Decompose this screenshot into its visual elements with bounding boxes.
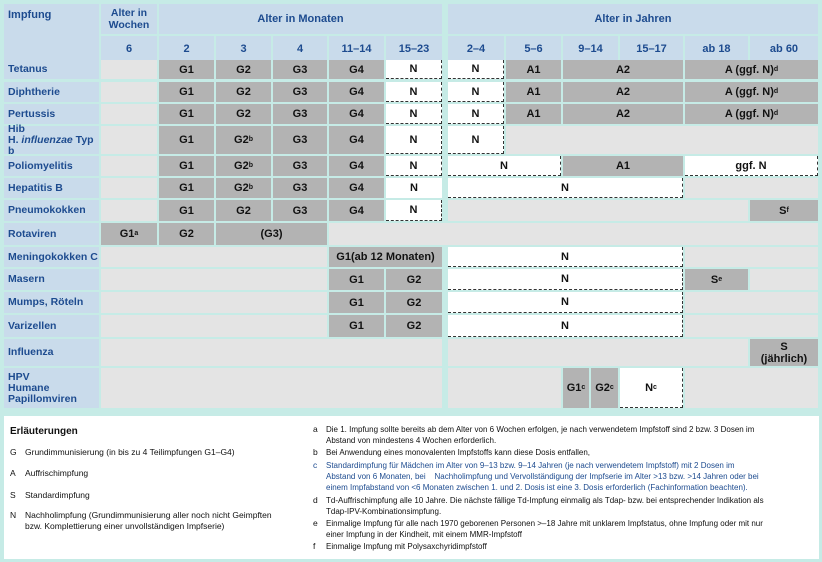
s-label: S	[780, 340, 788, 353]
cell	[101, 126, 157, 154]
row-label-mumps: Mumps, Röteln	[4, 292, 99, 313]
cell-g1: G1	[329, 269, 384, 290]
cell-g2: G2	[386, 315, 442, 337]
note-c-line1: Standardimpfung für Mädchen im Alter von 9–13 bzw. 9–14 Jahren (je nach verwendetem Impfstoff) mit 2 Dosen im	[326, 461, 735, 470]
note-key-c: c	[313, 460, 318, 470]
note-d-line1: Td-Auffrischimpfung alle 10 Jahre. Die nächste fällige Td-Impfung einmalig als Tdap- bzw. bei entsprechender Indikation als	[326, 496, 764, 505]
cell-g1-ab12: G1(ab 12 Monaten)	[329, 247, 442, 267]
cell	[685, 178, 818, 198]
header-impfung: Impfung	[4, 4, 99, 62]
cell-g1: G1	[159, 156, 214, 176]
col-header: 2–4	[448, 36, 504, 62]
header-alter-jahren: Alter in Jahren	[448, 4, 818, 34]
cell-a2: A2	[563, 82, 683, 102]
cell	[448, 368, 561, 408]
note-key-d: d	[313, 495, 318, 505]
hpv-line3: Papillomviren	[8, 392, 77, 405]
cell	[101, 200, 157, 221]
col-header: 11–14	[329, 36, 384, 62]
cell-n: N	[448, 315, 683, 337]
col-header: ab 18	[685, 36, 748, 62]
cell-n: N	[448, 126, 504, 154]
cell	[101, 178, 157, 198]
legend-key-n: N	[10, 510, 17, 520]
cell-g2: G2	[159, 223, 214, 245]
cell-n: N	[448, 269, 683, 290]
hib-line2: H. influenzae Typ b	[8, 133, 94, 157]
cell-g2c: G2 c	[591, 368, 618, 408]
cell-g4: G4	[329, 200, 384, 221]
legend-title: Erläuterungen	[10, 426, 78, 437]
row-label-pneumo: Pneumokokken	[4, 200, 99, 221]
cell-g3: G3	[273, 126, 327, 154]
legend-text-n1: Nachholimpfung (Grundimmunisierung aller noch nicht Geimpften	[25, 510, 272, 520]
cell	[685, 292, 818, 313]
cell-nc: N c	[620, 368, 683, 408]
cell-g3: G3	[273, 200, 327, 221]
cell-a1: A1	[506, 60, 561, 79]
cell-n: N	[448, 247, 683, 267]
col-header: 9–14	[563, 36, 618, 62]
cell-s-f: S f	[750, 200, 818, 221]
col-header: 5–6	[506, 36, 561, 62]
cell-g2: G2	[216, 104, 271, 124]
cell	[101, 368, 442, 408]
note-c-line2: Abstand von 6 Monaten, bei Nachholimpfung und Vervollständigung der Impfserie im Alter >13 bzw. >14 Jahren oder bei	[326, 472, 759, 481]
cell	[101, 292, 327, 313]
cell-a-ggf-n: A (ggf. N) d	[685, 104, 818, 124]
note-a-line1: Die 1. Impfung sollte bereits ab dem Alter von 6 Wochen erfolgen, je nach verwendetem Impfstoff sind 2 bzw. 3 Dosen im	[326, 425, 755, 434]
cell	[101, 60, 157, 79]
cell-g3: G3	[273, 104, 327, 124]
cell-g3: G3	[273, 60, 327, 79]
legend-text-g: Grundimmunisierung (in bis zu 4 Teilimpfungen G1–G4)	[25, 447, 235, 457]
cell-n: N	[448, 292, 683, 313]
note-b-line1: Bei Anwendung eines monovalenten Impfstoffs kann diese Dosis entfallen,	[326, 448, 591, 457]
note-key-e: e	[313, 518, 318, 528]
note-a-line2: Abstand von mindestens 4 Wochen erforderlich.	[326, 436, 497, 445]
note-key-f: f	[313, 541, 316, 551]
cell	[506, 126, 818, 154]
cell-a-ggf-n: A (ggf. N) d	[685, 82, 818, 102]
cell	[448, 339, 748, 366]
cell	[101, 315, 327, 337]
cell-n: N	[386, 126, 442, 154]
hpv-line1: HPV	[8, 370, 30, 383]
cell-g2: G2	[216, 60, 271, 79]
cell-g2b: G2 b	[216, 156, 271, 176]
note-f-line1: Einmalige Impfung mit Polysaxchyridimpfstoff	[326, 542, 487, 551]
cell	[685, 315, 818, 337]
legend-text-a: Auffrischimpfung	[25, 468, 89, 478]
note-c-line3: einem Impfabstand von <6 Monaten zwischen 1. und 2. Dosis ist eine 3. Dosis erforderlich (Fachinformation beachten).	[326, 483, 748, 492]
cell-g1a: G1 a	[101, 223, 157, 245]
cell-g2: G2	[216, 200, 271, 221]
cell-n: N	[448, 178, 683, 198]
cell-g4: G4	[329, 156, 384, 176]
col-header: 15–23	[386, 36, 442, 62]
cell-g1: G1	[159, 104, 214, 124]
cell-g3: G3	[273, 178, 327, 198]
cell-g1: G1	[329, 315, 384, 337]
cell	[685, 368, 818, 408]
cell-g2: G2	[386, 292, 442, 313]
row-label-hpv	[4, 368, 99, 408]
cell-g2: G2	[216, 82, 271, 102]
cell	[685, 247, 818, 267]
note-e-line2: einer Impfung in der Kindheit, mit einem MMR-Impfstoff	[326, 530, 522, 539]
cell-n: N	[448, 60, 504, 79]
row-label-rota: Rotaviren	[4, 223, 99, 245]
legend-text-n2: bzw. Komplettierung einer unvollständigen Impfserie)	[25, 521, 225, 531]
cell-g4: G4	[329, 82, 384, 102]
cell	[448, 200, 748, 221]
hpv-line2: Humane	[8, 381, 50, 394]
cell	[101, 247, 327, 267]
cell-g4: G4	[329, 104, 384, 124]
cell	[101, 156, 157, 176]
cell	[329, 223, 818, 245]
row-label-masern: Masern	[4, 269, 99, 290]
legend-key-g: G	[10, 447, 17, 457]
cell-g4: G4	[329, 126, 384, 154]
cell-g1: G1	[159, 200, 214, 221]
legend-text-s: Standardimpfung	[25, 490, 90, 500]
row-label-polio: Poliomyelitis	[4, 156, 99, 176]
row-label-pertussis: Pertussis	[4, 104, 99, 124]
header-alter-monaten: Alter in Monaten	[159, 4, 442, 34]
legend-key-a: A	[10, 468, 16, 478]
cell-g3: G3	[273, 156, 327, 176]
cell-g2: G2	[386, 269, 442, 290]
cell-a1: A1	[506, 82, 561, 102]
cell-n: N	[448, 104, 504, 124]
col-header: 3	[216, 36, 271, 62]
cell-n: N	[386, 156, 442, 176]
cell	[101, 269, 327, 290]
cell-g4: G4	[329, 178, 384, 198]
cell-g1: G1	[159, 82, 214, 102]
cell-g2b: G2 b	[216, 178, 271, 198]
hib-line1: Hib	[8, 122, 25, 135]
row-label-tetanus: Tetanus	[4, 60, 99, 79]
col-header: ab 60	[750, 36, 818, 62]
col-header: 4	[273, 36, 327, 62]
cell-g4: G4	[329, 60, 384, 79]
cell	[750, 269, 818, 290]
cell-g1: G1	[159, 126, 214, 154]
cell-a2: A2	[563, 60, 683, 79]
row-label-diphtherie: Diphtherie	[4, 82, 99, 102]
cell-n: N	[448, 82, 504, 102]
cell-g1: G1	[159, 178, 214, 198]
note-d-line2: Tdap-IPV-Kombinationsimpfung.	[326, 507, 442, 516]
cell-g1: G1	[329, 292, 384, 313]
row-label-hib	[4, 122, 99, 157]
note-key-b: b	[313, 447, 318, 457]
note-key-a: a	[313, 424, 318, 434]
cell-a1: A1	[563, 156, 683, 176]
col-header: 15–17	[620, 36, 683, 62]
cell-n: N	[386, 200, 442, 221]
cell-n: N	[448, 156, 561, 176]
legend-key-s: S	[10, 490, 16, 500]
cell-s-jaehrlich	[750, 339, 818, 366]
col-header: 6	[101, 36, 157, 62]
cell-g1c: G1 c	[563, 368, 589, 408]
cell-n: N	[386, 82, 442, 102]
row-label-hepb: Hepatitis B	[4, 178, 99, 198]
cell	[101, 82, 157, 102]
cell-n: N	[386, 60, 442, 79]
cell-s-e: S e	[685, 269, 748, 290]
cell	[101, 104, 157, 124]
row-label-influenza: Influenza	[4, 339, 99, 366]
cell-g1: G1	[159, 60, 214, 79]
cell-g2b: G2 b	[216, 126, 271, 154]
col-header: 2	[159, 36, 214, 62]
jaehrlich-label: (jährlich)	[760, 352, 808, 365]
cell-a-ggf-n: A (ggf. N) d	[685, 60, 818, 79]
cell-n: N	[386, 104, 442, 124]
note-e-line1: Einmalige Impfung für alle nach 1970 geborenen Personen >–18 Jahre mit unklarem Impfstatus, ohne Impfung oder mit nur	[326, 519, 763, 528]
cell	[101, 339, 442, 366]
cell-a2: A2	[563, 104, 683, 124]
row-label-varizellen: Varizellen	[4, 315, 99, 337]
header-alter-wochen: Alter in Wochen	[101, 4, 157, 34]
cell-ggf-n: ggf. N	[685, 156, 818, 176]
cell-a1: A1	[506, 104, 561, 124]
cell-g3: G3	[273, 82, 327, 102]
row-label-menc: Meningokokken C	[4, 247, 99, 267]
cell-g3-paren: (G3)	[216, 223, 327, 245]
cell-n: N	[386, 178, 442, 198]
